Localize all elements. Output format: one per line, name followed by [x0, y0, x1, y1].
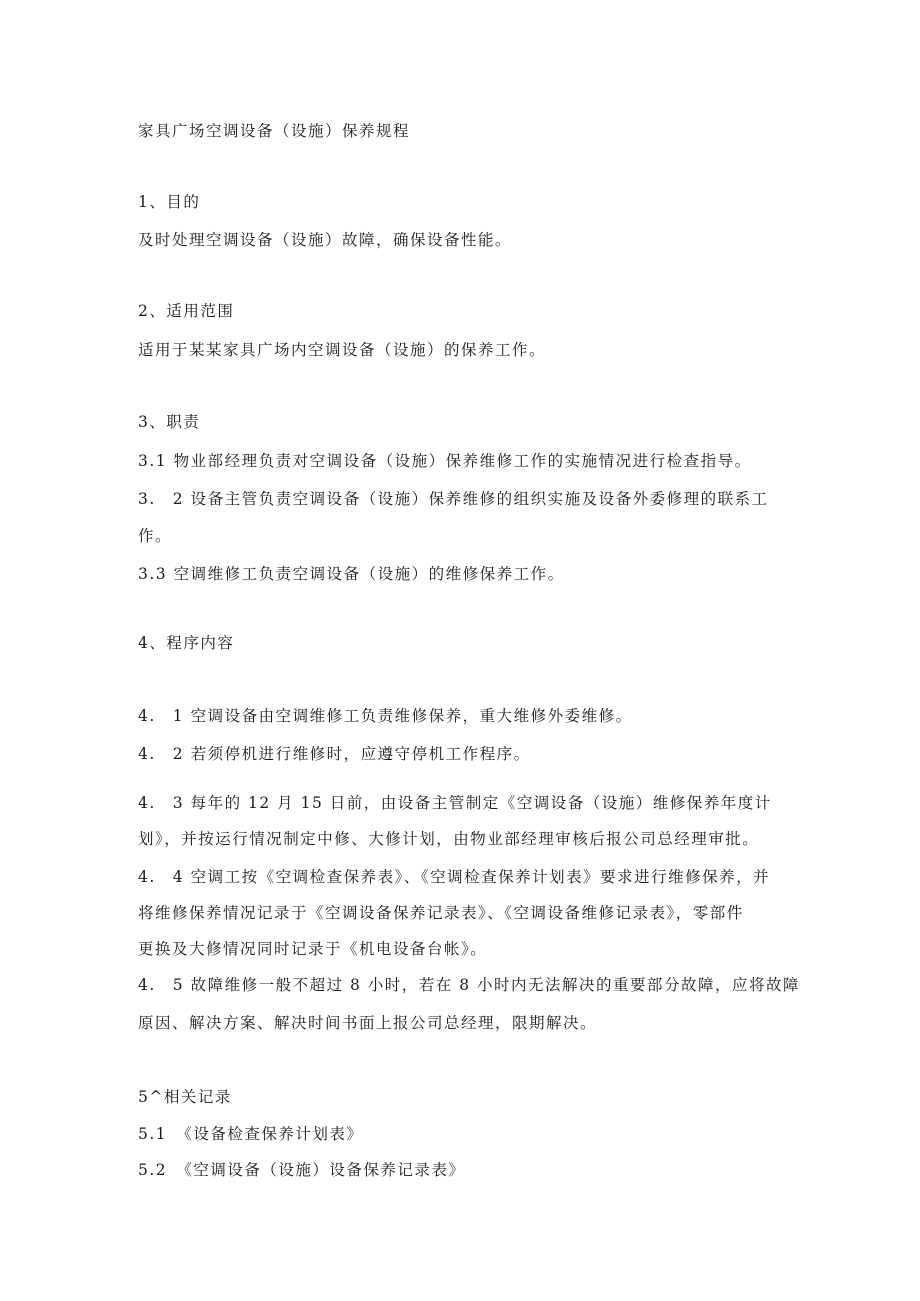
section-4-line-2: 4. 2 若须停机进行维修时，应遵守停机工作程序。: [138, 745, 531, 763]
section-1-heading: 1、目的: [138, 193, 201, 211]
section-3-line-3: 作。: [138, 527, 173, 545]
section-3-line-1: 3.1 物业部经理负责对空调设备（设施）保养维修工作的实施情况进行检查指导。: [138, 452, 752, 470]
document-title: 家具广场空调设备（设施）保养规程: [138, 122, 411, 140]
section-5-line-1: 5.1 《设备检查保养计划表》: [138, 1125, 364, 1143]
section-2-heading: 2、适用范围: [138, 302, 235, 320]
section-4-line-1: 4. 1 空调设备由空调维修工负责维修保养，重大维修外委维修。: [138, 707, 633, 725]
section-4-line-3: 4. 3 每年的 12 月 15 日前，由设备主管制定《空调设备（设施）维修保养年度计: [138, 794, 772, 812]
section-4-line-6: 将维修保养情况记录于《空调设备保养记录表》、《空调设备维修记录表》，零部件: [138, 904, 744, 922]
section-3-line-2: 3. 2 设备主管负责空调设备（设施）保养维修的组织实施及设备外委修理的联系工: [138, 490, 769, 508]
section-2-line-1: 适用于某某家具广场内空调设备（设施）的保养工作。: [138, 341, 547, 359]
section-1-line-1: 及时处理空调设备（设施）故障，确保设备性能。: [138, 231, 513, 249]
section-3-line-4: 3.3 空调维修工负责空调设备（设施）的维修保养工作。: [138, 565, 565, 583]
section-4-line-8: 4. 5 故障维修一般不超过 8 小时，若在 8 小时内无法解决的重要部分故障，应将故障: [138, 976, 801, 994]
section-5-line-2: 5.2 《空调设备（设施）设备保养记录表》: [138, 1161, 466, 1179]
section-4-line-5: 4. 4 空调工按《空调检查保养表》、《空调检查保养计划表》要求进行维修保养，并: [138, 868, 771, 886]
section-5-heading: 5^相关记录: [138, 1088, 232, 1106]
section-4-heading: 4、程序内容: [138, 634, 235, 652]
section-4-line-4: 划》，并按运行情况制定中修、大修计划，由物业部经理审核后报公司总经理审批。: [138, 830, 760, 848]
section-4-line-7: 更换及大修情况同时记录于《机电设备台帐》。: [138, 940, 488, 958]
section-4-line-9: 原因、解决方案、解决时间书面上报公司总经理，限期解决。: [138, 1014, 598, 1032]
section-3-heading: 3、职责: [138, 413, 201, 431]
